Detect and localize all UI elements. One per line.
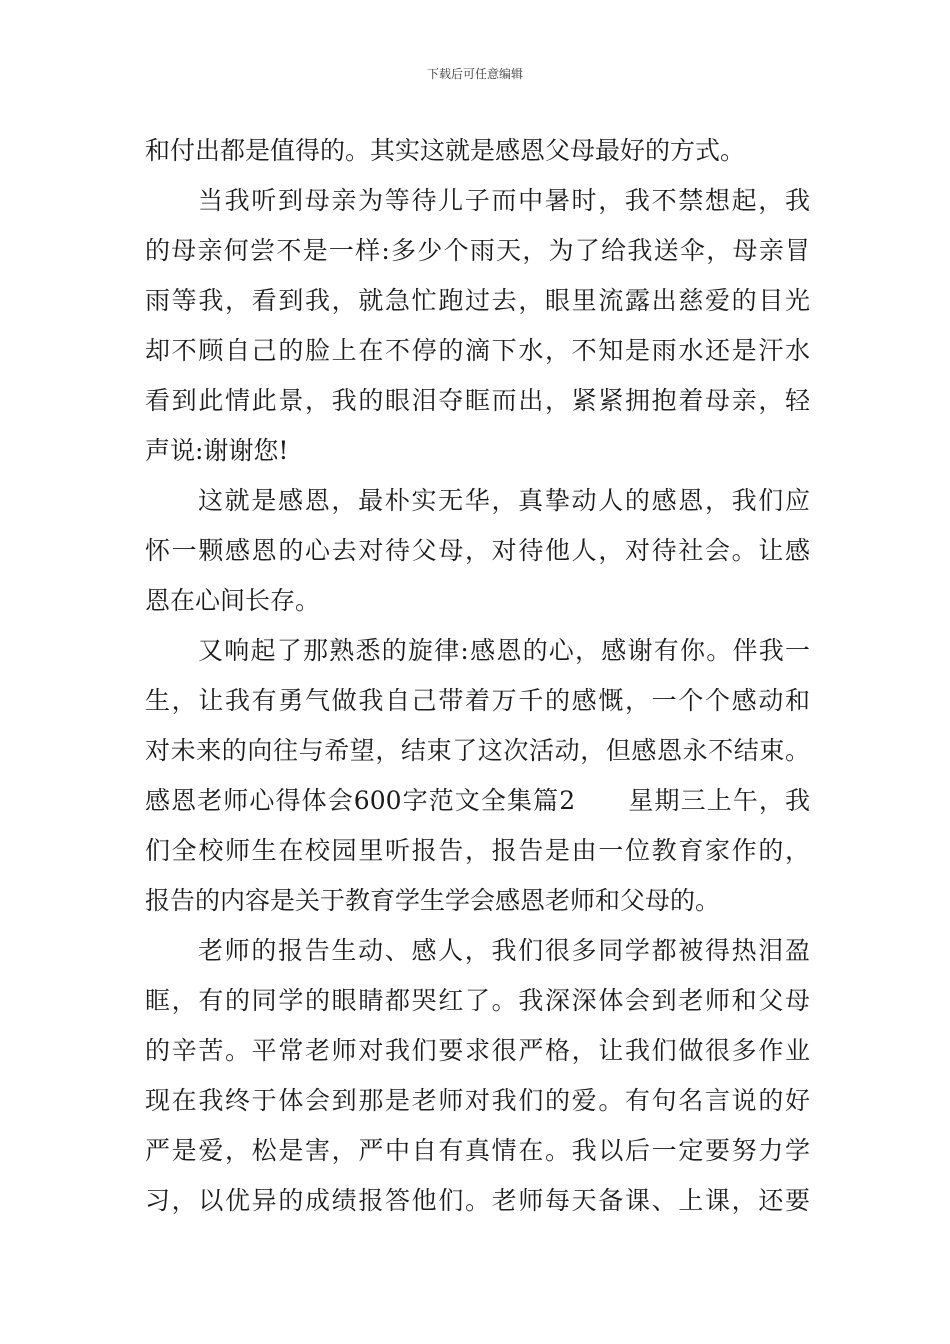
- text-line: 却不顾自己的脸上在不停的滴下水，不知是雨水还是汗水: [145, 336, 810, 365]
- text-line: 当我听到母亲为等待儿子而中暑时，我不禁想起，我: [198, 186, 810, 215]
- text-line: 对未来的向往与希望，结束了这次活动，但感恩永不结束。: [145, 736, 810, 765]
- text-line: 感恩老师心得体会600字范文全集篇2 星期三上午，我: [145, 786, 810, 815]
- text-line: 又响起了那熟悉的旋律:感恩的心，感谢有你。伴我一: [198, 636, 810, 665]
- text-line: 眶，有的同学的眼睛都哭红了。我深深体会到老师和父母: [145, 986, 810, 1015]
- text-line: 恩在心间长存。: [145, 586, 321, 615]
- document-body: [145, 126, 810, 1226]
- text-line: 和付出都是值得的。其实这就是感恩父母最好的方式。: [145, 136, 746, 165]
- text-line: 这就是感恩，最朴实无华，真挚动人的感恩，我们应: [198, 486, 810, 515]
- text-line: 严是爱，松是害，严中自有真情在。我以后一定要努力学: [145, 1136, 810, 1165]
- page-header: 下载后可任意编辑: [426, 67, 523, 81]
- text-line: 的母亲何尝不是一样:多少个雨天，为了给我送伞，母亲冒: [145, 236, 810, 265]
- text-line: 习，以优异的成绩报答他们。老师每天备课、上课，还要: [145, 1186, 810, 1215]
- text-line: 现在我终于体会到那是老师对我们的爱。有句名言说的好: [145, 1086, 810, 1115]
- text-line: 的辛苦。平常老师对我们要求很严格，让我们做很多作业: [145, 1036, 810, 1065]
- text-line: 怀一颗感恩的心去对待父母，对待他人，对待社会。让感: [145, 536, 810, 565]
- text-line: 声说:谢谢您!: [145, 436, 289, 465]
- text-line: 老师的报告生动、感人，我们很多同学都被得热泪盈: [198, 936, 810, 965]
- text-line: 们全校师生在校园里听报告，报告是由一位教育家作的，: [145, 836, 810, 865]
- text-line: 报告的内容是关于教育学生学会感恩老师和父母的。: [145, 886, 721, 915]
- text-line: 雨等我，看到我，就急忙跑过去，眼里流露出慈爱的目光: [145, 286, 810, 315]
- text-line: 生，让我有勇气做我自己带着万千的感慨，一个个感动和: [145, 686, 810, 715]
- text-line: 看到此情此景，我的眼泪夺眶而出，紧紧拥抱着母亲，轻: [145, 386, 810, 415]
